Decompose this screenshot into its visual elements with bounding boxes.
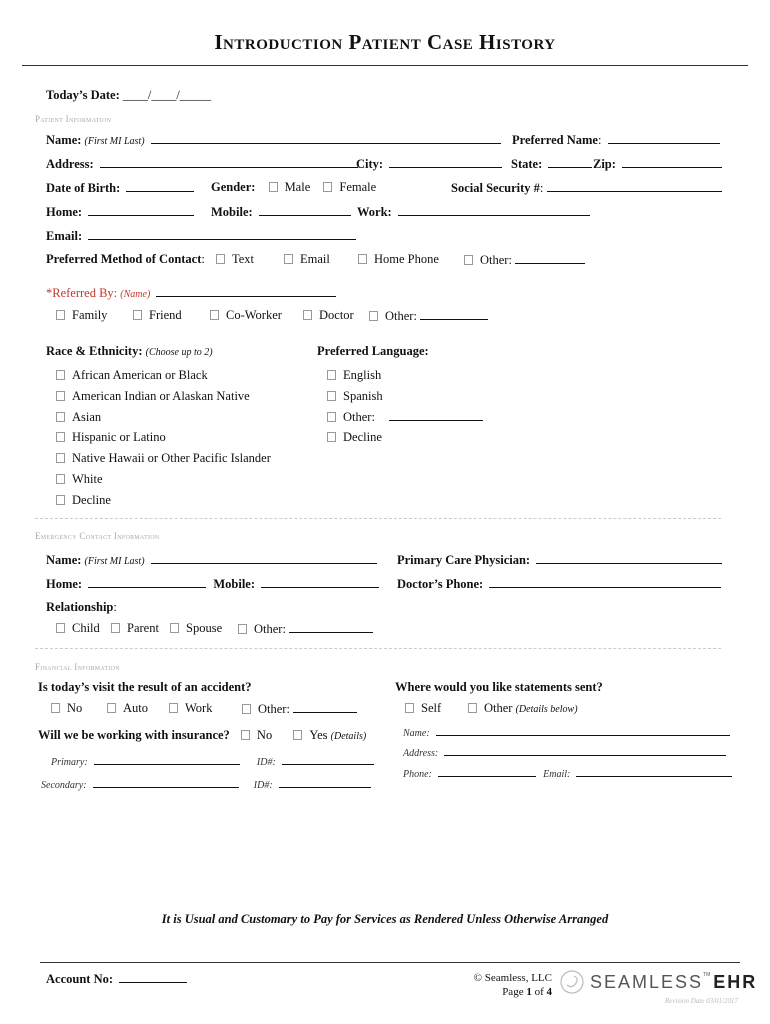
revision-date: Revision Date 03/01/2017 bbox=[664, 997, 738, 1005]
emergency-phone-row bbox=[46, 576, 379, 592]
language-options bbox=[327, 365, 483, 448]
dob-row bbox=[46, 180, 194, 196]
other-referral-field[interactable] bbox=[420, 308, 488, 320]
race-checkbox[interactable] bbox=[56, 453, 65, 463]
account-label: Account No: bbox=[46, 972, 114, 986]
race-options bbox=[56, 365, 271, 511]
referral-doctor bbox=[303, 308, 354, 323]
emergency-mobile-label: Mobile: bbox=[213, 577, 256, 591]
copyright: © Seamless, LLC bbox=[473, 972, 552, 984]
email-label: Email: bbox=[46, 229, 83, 243]
secondary-label: Secondary: bbox=[41, 780, 87, 791]
address-field[interactable] bbox=[100, 156, 358, 168]
relationship-option-label: Parent bbox=[127, 621, 159, 635]
accident-auto bbox=[107, 701, 148, 716]
race-option-label: Hispanic or Latino bbox=[72, 430, 166, 445]
patient-name-field[interactable] bbox=[151, 132, 501, 144]
preferred-name-field[interactable] bbox=[608, 132, 720, 144]
emergency-name-row bbox=[46, 552, 377, 568]
statement-phone-field[interactable] bbox=[438, 765, 536, 777]
contact-email bbox=[284, 252, 330, 267]
statement-name-label: Name: bbox=[403, 728, 430, 739]
emergency-home-field[interactable] bbox=[88, 576, 206, 588]
parent-checkbox[interactable] bbox=[111, 623, 120, 633]
relationship-option-label: Other: bbox=[254, 622, 286, 636]
other-language-field[interactable] bbox=[389, 409, 483, 421]
language-checkbox[interactable] bbox=[327, 370, 336, 380]
other-referral-checkbox[interactable] bbox=[369, 311, 378, 321]
divider bbox=[35, 518, 721, 519]
preferred-name-label: Preferred Name bbox=[512, 133, 598, 147]
todays-date bbox=[46, 88, 211, 103]
email-row bbox=[46, 228, 356, 244]
accident-no bbox=[51, 701, 82, 716]
page-title: Introduction Patient Case History bbox=[214, 30, 556, 54]
secondary-insurance-row bbox=[41, 776, 371, 792]
mobile-row bbox=[211, 204, 351, 220]
friend-checkbox[interactable] bbox=[133, 310, 142, 320]
doctor-checkbox[interactable] bbox=[303, 310, 312, 320]
relationship-spouse bbox=[170, 621, 222, 636]
contact-option-label: Email bbox=[300, 252, 330, 266]
emergency-name-label: Name: bbox=[46, 553, 82, 567]
insurance-yes-label: Yes bbox=[309, 728, 328, 742]
statement-name-row bbox=[403, 724, 730, 740]
accident-no-checkbox[interactable] bbox=[51, 703, 60, 713]
race-heading bbox=[46, 344, 213, 359]
home-phone-field[interactable] bbox=[88, 204, 194, 216]
referred-by-hint: (Name) bbox=[120, 289, 151, 300]
accident-option-label: No bbox=[67, 701, 83, 715]
footer-rule bbox=[40, 962, 740, 963]
other-contact-field[interactable] bbox=[515, 252, 585, 264]
text-checkbox[interactable] bbox=[216, 254, 225, 264]
statements-self bbox=[405, 701, 441, 716]
female-checkbox[interactable] bbox=[323, 182, 332, 192]
pcp-field[interactable] bbox=[536, 552, 722, 564]
dob-field[interactable] bbox=[126, 180, 194, 192]
secondary-insurance-field[interactable] bbox=[93, 776, 239, 788]
zip-row bbox=[593, 156, 722, 172]
child-checkbox[interactable] bbox=[56, 623, 65, 633]
statement-name-field[interactable] bbox=[436, 724, 730, 736]
referral-option-label: Family bbox=[72, 308, 108, 322]
coworker-checkbox[interactable] bbox=[210, 310, 219, 320]
statement-email-label: Email: bbox=[543, 769, 571, 780]
language-option bbox=[327, 365, 483, 386]
todays-date-label: Today’s Date: bbox=[46, 88, 120, 102]
secondary-id-field[interactable] bbox=[279, 776, 371, 788]
gender-label: Gender: bbox=[211, 180, 256, 194]
preferred-name-row: Preferred Name: bbox=[512, 132, 720, 148]
referred-by-field[interactable] bbox=[156, 285, 336, 297]
ssn-label: Social Security # bbox=[451, 181, 540, 195]
page-number bbox=[472, 986, 552, 998]
divider bbox=[35, 648, 721, 649]
language-option-label: Other: bbox=[343, 409, 375, 424]
state-row bbox=[511, 156, 592, 172]
work-row bbox=[357, 204, 590, 220]
account-row bbox=[46, 971, 187, 987]
accident-question: Is today’s visit the result of an accident? bbox=[38, 680, 252, 694]
page-current: 1 bbox=[526, 986, 532, 998]
seamless-logo-icon bbox=[558, 969, 586, 995]
contact-option-label: Home Phone bbox=[374, 252, 439, 266]
page-of: of bbox=[534, 986, 544, 998]
contact-option-label: Text bbox=[232, 252, 255, 266]
referral-option-label: Co-Worker bbox=[226, 308, 282, 322]
insurance-question: Will we be working with insurance? bbox=[38, 728, 230, 742]
statement-phone-label: Phone: bbox=[403, 769, 432, 780]
home-label: Home: bbox=[46, 205, 83, 219]
primary-id-label: ID#: bbox=[256, 757, 276, 768]
race-option bbox=[56, 386, 271, 407]
doctor-phone-field[interactable] bbox=[489, 576, 721, 588]
insurance-yes-checkbox[interactable] bbox=[293, 730, 302, 740]
other-contact-checkbox[interactable] bbox=[464, 255, 473, 265]
emergency-home-label: Home: bbox=[46, 577, 83, 591]
relationship-heading: Relationship: bbox=[46, 600, 117, 614]
address-row bbox=[46, 156, 358, 172]
contact-option-label: Other: bbox=[480, 253, 512, 267]
language-option-label: English bbox=[343, 368, 382, 382]
emergency-name-field[interactable] bbox=[151, 552, 377, 564]
patient-name-row bbox=[46, 132, 501, 148]
title-rule bbox=[22, 65, 748, 66]
language-option bbox=[327, 407, 483, 428]
other-statements-hint: (Details below) bbox=[515, 704, 578, 715]
zip-label: Zip: bbox=[593, 157, 616, 171]
self-checkbox[interactable] bbox=[405, 703, 414, 713]
race-option-label: African American or Black bbox=[72, 368, 208, 382]
language-option-label: Spanish bbox=[343, 388, 383, 403]
section-patient-info: Patient Information bbox=[35, 114, 112, 124]
race-option bbox=[56, 407, 271, 428]
male-label: Male bbox=[284, 180, 311, 194]
accident-work-checkbox[interactable] bbox=[169, 703, 178, 713]
secondary-id-label: ID#: bbox=[253, 780, 273, 791]
page-total: 4 bbox=[546, 986, 552, 998]
work-field[interactable] bbox=[398, 204, 590, 216]
work-label: Work: bbox=[357, 205, 392, 219]
race-option bbox=[56, 427, 271, 448]
race-checkbox[interactable] bbox=[56, 474, 65, 484]
language-checkbox[interactable] bbox=[327, 412, 336, 422]
city-label: City: bbox=[356, 157, 384, 171]
email-checkbox[interactable] bbox=[284, 254, 293, 264]
pcp-row bbox=[397, 552, 722, 568]
primary-insurance-field[interactable] bbox=[94, 753, 240, 765]
seamless-wordmark bbox=[590, 972, 757, 993]
language-checkbox[interactable] bbox=[327, 432, 336, 442]
accident-other-checkbox[interactable] bbox=[242, 704, 251, 714]
referral-other bbox=[369, 308, 488, 324]
race-option bbox=[56, 448, 271, 469]
doctor-phone-row bbox=[397, 576, 721, 592]
seamless-logo bbox=[558, 969, 586, 995]
contact-other bbox=[464, 252, 585, 268]
language-checkbox[interactable] bbox=[327, 391, 336, 401]
relationship-option-label: Child bbox=[72, 621, 100, 635]
section-financial-info: Financial Information bbox=[35, 662, 120, 672]
race-checkbox[interactable] bbox=[56, 370, 65, 380]
page-prefix: Page bbox=[502, 986, 524, 998]
race-option-label: White bbox=[72, 471, 103, 486]
home-phone-row bbox=[46, 204, 194, 220]
contact-method-row: Preferred Method of Contact: bbox=[46, 252, 205, 266]
insurance-row bbox=[38, 728, 366, 743]
statement-address-row bbox=[403, 744, 726, 760]
state-label: State: bbox=[511, 157, 543, 171]
race-label: Race & Ethnicity: bbox=[46, 344, 143, 358]
doctor-phone-label: Doctor’s Phone: bbox=[397, 577, 484, 591]
statements-other bbox=[468, 701, 578, 716]
state-field[interactable] bbox=[548, 156, 592, 168]
emergency-mobile-field[interactable] bbox=[261, 576, 379, 588]
dob-label: Date of Birth: bbox=[46, 181, 121, 195]
race-option-label: Asian bbox=[72, 409, 102, 424]
referral-coworker bbox=[210, 308, 282, 323]
logo-tm: TM bbox=[703, 972, 711, 978]
gender-row bbox=[211, 180, 376, 195]
other-statements-label: Other bbox=[484, 701, 513, 715]
ssn-field[interactable] bbox=[547, 180, 722, 192]
home-phone-checkbox[interactable] bbox=[358, 254, 367, 264]
insurance-yes-hint: (Details) bbox=[330, 731, 367, 742]
statement-address-label: Address: bbox=[403, 748, 439, 759]
referral-option-label: Other: bbox=[385, 309, 417, 323]
accident-other bbox=[242, 701, 357, 717]
race-checkbox[interactable] bbox=[56, 391, 65, 401]
relationship-child bbox=[56, 621, 100, 636]
race-option-label: American Indian or Alaskan Native bbox=[72, 388, 250, 403]
referral-friend bbox=[133, 308, 182, 323]
language-option bbox=[327, 427, 483, 448]
contact-home-phone bbox=[358, 252, 439, 267]
race-option bbox=[56, 469, 271, 490]
primary-insurance-row bbox=[51, 753, 374, 769]
female-label: Female bbox=[339, 180, 377, 194]
race-checkbox[interactable] bbox=[56, 412, 65, 422]
other-relationship-field[interactable] bbox=[289, 621, 373, 633]
race-checkbox[interactable] bbox=[56, 495, 65, 505]
name-hint: (First MI Last) bbox=[84, 136, 145, 147]
relationship-label: Relationship bbox=[46, 600, 114, 614]
race-option-label: Native Hawaii or Other Pacific Islander bbox=[72, 451, 271, 466]
city-field[interactable] bbox=[389, 156, 502, 168]
accident-work bbox=[169, 701, 212, 716]
primary-id-field[interactable] bbox=[282, 753, 374, 765]
family-checkbox[interactable] bbox=[56, 310, 65, 320]
statement-phone-row bbox=[403, 765, 732, 781]
race-option-label: Decline bbox=[72, 492, 111, 507]
name-label: Name: bbox=[46, 133, 82, 147]
referral-family bbox=[56, 308, 107, 323]
ssn-row: Social Security #: bbox=[451, 180, 722, 196]
language-label: Preferred Language: bbox=[317, 344, 429, 358]
todays-date-field[interactable]: ____/____/_____ bbox=[122, 88, 212, 102]
accident-other-field[interactable] bbox=[293, 701, 357, 713]
referred-by-row bbox=[46, 285, 336, 301]
accident-auto-checkbox[interactable] bbox=[107, 703, 116, 713]
logo-seamless: SEAMLESS bbox=[590, 972, 704, 992]
self-label: Self bbox=[421, 701, 442, 715]
relationship-other bbox=[238, 621, 373, 637]
other-statements-checkbox[interactable] bbox=[468, 703, 477, 713]
language-option bbox=[327, 386, 483, 407]
pcp-label: Primary Care Physician: bbox=[397, 553, 531, 567]
race-checkbox[interactable] bbox=[56, 432, 65, 442]
zip-field[interactable] bbox=[622, 156, 722, 168]
email-field[interactable] bbox=[88, 228, 356, 240]
accident-option-label: Other: bbox=[258, 702, 290, 716]
account-field[interactable] bbox=[119, 971, 187, 983]
spouse-checkbox[interactable] bbox=[170, 623, 179, 633]
accident-option-label: Work bbox=[185, 701, 213, 715]
referral-option-label: Doctor bbox=[319, 308, 354, 322]
race-option bbox=[56, 490, 271, 511]
accident-option-label: Auto bbox=[123, 701, 148, 715]
contact-method-label: Preferred Method of Contact bbox=[46, 252, 202, 266]
statement-email-field[interactable] bbox=[576, 765, 732, 777]
address-label: Address: bbox=[46, 157, 94, 171]
language-option-label: Decline bbox=[343, 430, 382, 445]
emergency-name-hint: (First MI Last) bbox=[84, 556, 145, 567]
relationship-option-label: Spouse bbox=[186, 621, 223, 635]
referred-by-label: *Referred By: bbox=[46, 286, 118, 300]
statement-address-field[interactable] bbox=[444, 744, 726, 756]
relationship-parent bbox=[111, 621, 159, 636]
logo-ehr: EHR bbox=[713, 972, 758, 992]
statements-question: Where would you like statements sent? bbox=[395, 680, 603, 694]
section-emergency-contact: Emergency Contact Information bbox=[35, 531, 160, 541]
insurance-no-label: No bbox=[256, 728, 273, 742]
contact-text bbox=[216, 252, 254, 267]
mobile-field[interactable] bbox=[259, 204, 351, 216]
payment-notice: It is Usual and Customary to Pay for Services as Rendered Unless Otherwise Arranged bbox=[161, 912, 609, 926]
primary-label: Primary: bbox=[51, 757, 88, 768]
male-checkbox[interactable] bbox=[269, 182, 278, 192]
mobile-label: Mobile: bbox=[211, 205, 253, 219]
insurance-no-checkbox[interactable] bbox=[241, 730, 250, 740]
referral-option-label: Friend bbox=[149, 308, 182, 322]
race-option bbox=[56, 365, 271, 386]
race-hint: (Choose up to 2) bbox=[145, 347, 213, 358]
city-row bbox=[356, 156, 502, 172]
other-relationship-checkbox[interactable] bbox=[238, 624, 247, 634]
